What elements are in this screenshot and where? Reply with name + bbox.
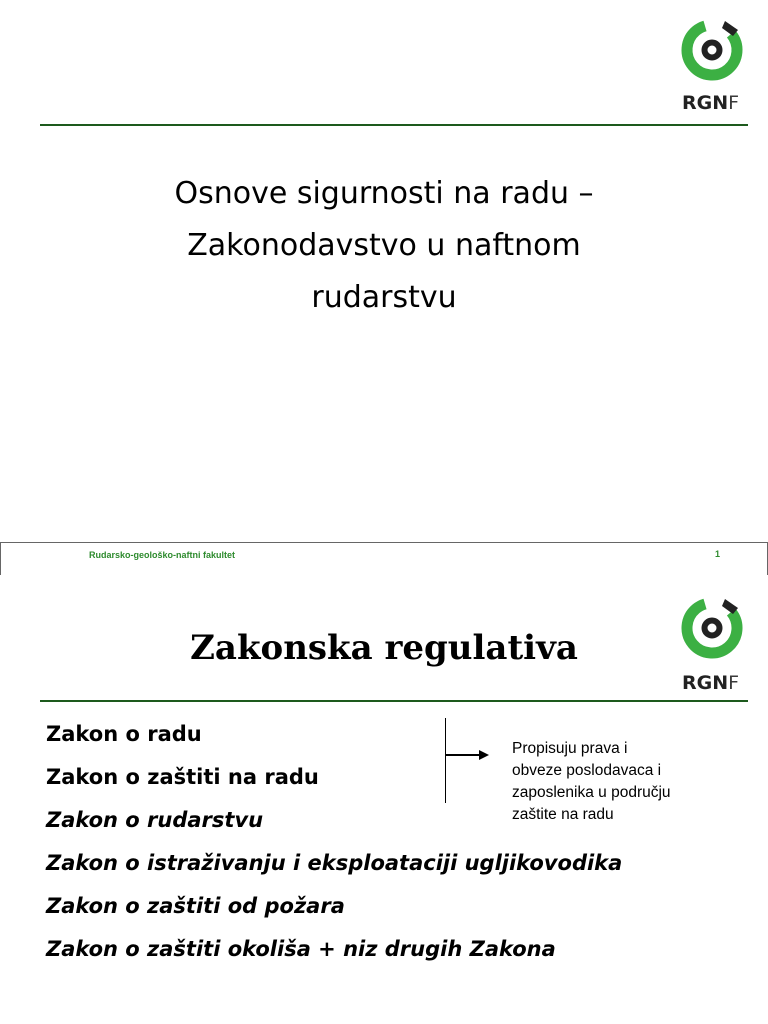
slide-footer xyxy=(0,542,768,575)
title-line: rudarstvu xyxy=(311,280,457,315)
title-line: Osnove sigurnosti na radu – xyxy=(174,176,594,211)
page-number: 1 xyxy=(715,549,721,559)
logo-text: RGNF xyxy=(682,92,740,114)
note-line: obveze poslodavaca i xyxy=(512,762,662,779)
logo-text: RGNF xyxy=(682,672,740,694)
arrow-right-icon xyxy=(445,748,491,766)
note-text xyxy=(512,738,742,826)
slide-1-title xyxy=(80,168,688,324)
note-line: zaposlenika u području xyxy=(512,784,671,801)
rgnf-logo-icon xyxy=(680,16,746,82)
list-item: Zakon o rudarstvu xyxy=(46,808,264,832)
rgnf-logo xyxy=(680,16,746,114)
list-item: Zakon o zaštiti okoliša + niz drugih Zakona xyxy=(46,937,556,961)
slide-2-title: Zakonska regulativa xyxy=(190,628,578,668)
list-item: Zakon o radu xyxy=(46,722,202,746)
note-line: Propisuju prava i xyxy=(512,740,628,757)
list-item: Zakon o zaštiti od požara xyxy=(46,894,345,918)
header-rule xyxy=(40,124,748,126)
list-item: Zakon o istraživanju i eksploataciji ugljikovodika xyxy=(46,851,623,875)
header-rule xyxy=(40,700,748,702)
slide-2 xyxy=(0,578,768,1024)
note-line: zaštite na radu xyxy=(512,806,614,823)
title-line: Zakonodavstvo u naftnom xyxy=(187,228,581,263)
footer-faculty-name: Rudarsko-geološko-naftni fakultet xyxy=(89,550,236,560)
list-item: Zakon o zaštiti na radu xyxy=(46,765,319,789)
